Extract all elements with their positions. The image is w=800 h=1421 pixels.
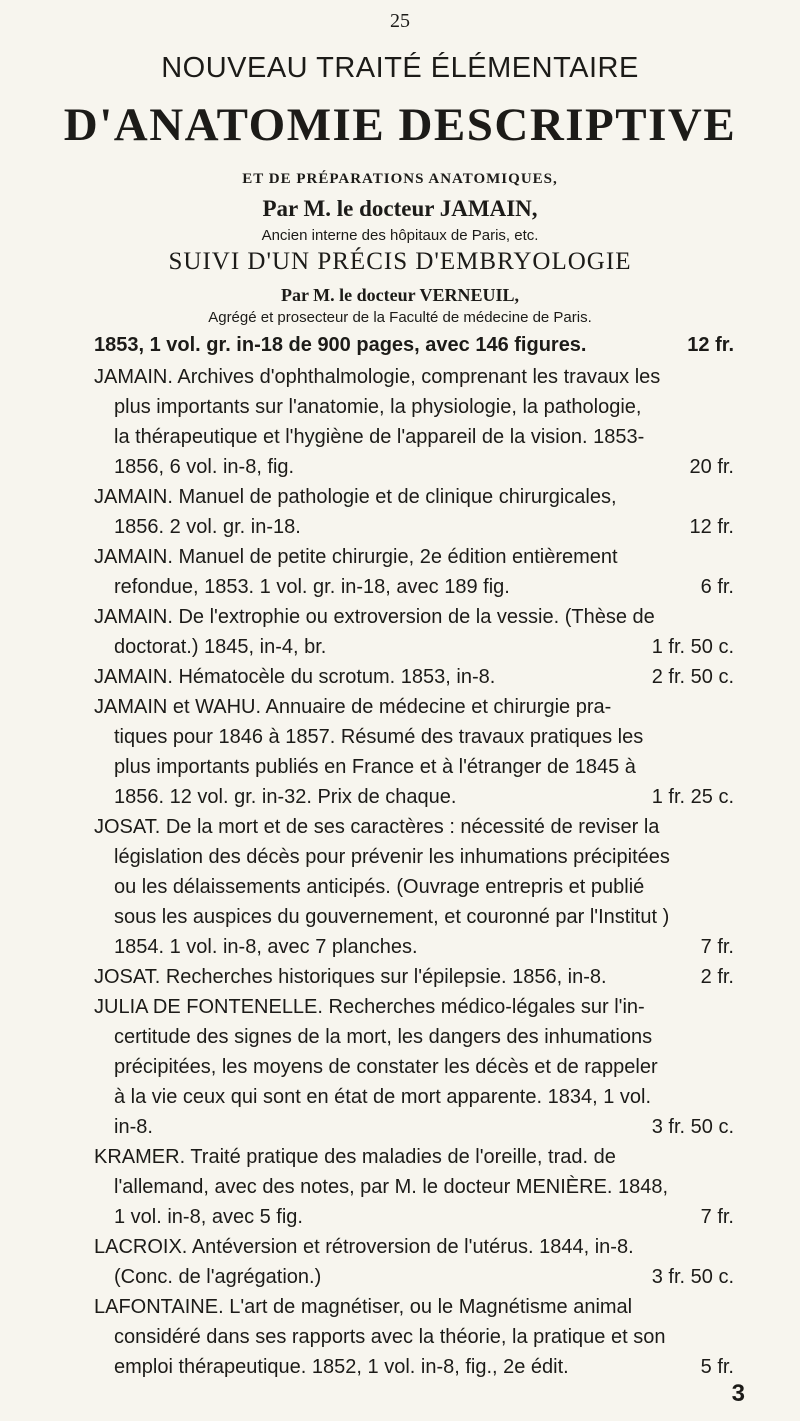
entry-line: législation des décès pour prévenir les inhumations précipitées: [114, 846, 670, 868]
main-book-text: 1853, 1 vol. gr. in-18 de 900 pages, avec 146 figures.: [94, 334, 587, 356]
entry-line: KRAMER. Traité pratique des maladies de l'oreille, trad. de: [94, 1146, 616, 1168]
entry-last-line: doctorat.) 1845, in-4, br.: [114, 636, 327, 658]
catalog-entry: [94, 992, 734, 1142]
entry-price: 1 fr. 25 c.: [651, 786, 734, 808]
entry-line: JAMAIN. Archives d'ophthalmologie, comprenant les travaux les: [94, 366, 661, 388]
entry-last-line: JOSAT. Recherches historiques sur l'épilepsie. 1856, in-8.: [94, 966, 607, 988]
entry-price: 7 fr.: [700, 936, 734, 958]
entry-last-line: refondue, 1853. 1 vol. gr. in-18, avec 189 fig.: [114, 576, 510, 598]
entry-price-line: [94, 1352, 734, 1382]
catalog-entry: [94, 602, 734, 662]
entry-price: 20 fr.: [689, 456, 734, 478]
entry-last-line: 1854. 1 vol. in-8, avec 7 planches.: [114, 936, 418, 958]
entry-price: 1 fr. 50 c.: [651, 636, 734, 658]
catalog-entries: [94, 362, 734, 1382]
co-author-line: Par M. le docteur VERNEUIL,: [281, 285, 519, 305]
signature-mark: 3: [731, 1380, 745, 1407]
page-number: 25: [390, 10, 410, 32]
entry-last-line: emploi thérapeutique. 1852, 1 vol. in-8, fig., 2e édit.: [114, 1356, 569, 1378]
main-book-price: 12 fr.: [687, 334, 734, 356]
entry-price: 5 fr.: [700, 1356, 734, 1378]
entry-last-line: 1 vol. in-8, avec 5 fig.: [114, 1206, 303, 1228]
entry-last-line: JAMAIN. Hématocèle du scrotum. 1853, in-8.: [94, 666, 496, 688]
catalog-entry: [94, 962, 734, 992]
catalog-entry: [94, 482, 734, 542]
entry-price-line: [94, 962, 734, 992]
entry-price: 12 fr.: [689, 516, 734, 538]
entry-last-line: 1856. 2 vol. gr. in-18.: [114, 516, 301, 538]
author-credentials: Ancien interne des hôpitaux de Paris, etc.: [261, 227, 539, 244]
main-book-details: [94, 330, 734, 360]
entry-line: plus importants publiés en France et à l'étranger de 1845 à: [114, 756, 636, 778]
entry-last-line: 1856. 12 vol. gr. in-32. Prix de chaque.: [114, 786, 457, 808]
entry-line: LAFONTAINE. L'art de magnétiser, ou le Magnétisme animal: [94, 1296, 633, 1318]
entry-line: certitude des signes de la mort, les dangers des inhumations: [114, 1026, 653, 1048]
catalog-entry: [94, 1232, 734, 1292]
entry-line: plus importants sur l'anatomie, la physiologie, la pathologie,: [114, 396, 642, 418]
catalog-entry: [94, 1292, 734, 1382]
entry-line: sous les auspices du gouvernement, et couronné par l'Institut ): [114, 906, 670, 928]
entry-line: tiques pour 1846 à 1857. Résumé des travaux pratiques les: [114, 726, 644, 748]
title-line-1: NOUVEAU TRAITÉ ÉLÉMENTAIRE: [161, 52, 639, 84]
entry-last-line: (Conc. de l'agrégation.): [114, 1266, 322, 1288]
catalog-entry: [94, 1142, 734, 1232]
entry-line: à la vie ceux qui sont en état de mort apparente. 1834, 1 vol.: [114, 1086, 652, 1108]
catalog-entry: [94, 362, 734, 482]
entry-line: considéré dans ses rapports avec la théorie, la pratique et son: [114, 1326, 666, 1348]
catalog-entry: [94, 692, 734, 812]
title-line-2: D'ANATOMIE DESCRIPTIVE: [63, 99, 737, 151]
entry-price: 3 fr. 50 c.: [651, 1266, 734, 1288]
entry-price-line: [94, 1262, 734, 1292]
entry-price: 6 fr.: [700, 576, 734, 598]
entry-price-line: [94, 1202, 734, 1232]
entry-price: 2 fr.: [700, 966, 734, 988]
entry-line: ou les délaissements anticipés. (Ouvrage entrepris et publié: [114, 876, 645, 898]
entry-line: l'allemand, avec des notes, par M. le docteur MENIÈRE. 1848,: [114, 1176, 669, 1198]
entry-price: 2 fr. 50 c.: [651, 666, 734, 688]
co-author-credentials: Agrégé et prosecteur de la Faculté de médecine de Paris.: [208, 309, 592, 326]
entry-line: précipitées, les moyens de constater les décès et de rappeler: [114, 1056, 658, 1078]
entry-price-line: [94, 572, 734, 602]
entry-line: JOSAT. De la mort et de ses caractères : nécessité de reviser la: [94, 816, 660, 838]
subtitle: ET DE PRÉPARATIONS ANATOMIQUES,: [242, 171, 558, 187]
entry-line: JAMAIN. De l'extrophie ou extroversion de la vessie. (Thèse de: [94, 606, 655, 628]
entry-price-line: [94, 632, 734, 662]
entry-line: LACROIX. Antéversion et rétroversion de l'utérus. 1844, in-8.: [94, 1236, 634, 1258]
entry-price-line: [94, 662, 734, 692]
entry-price-line: [94, 782, 734, 812]
entry-line: JAMAIN. Manuel de petite chirurgie, 2e édition entièrement: [94, 546, 618, 568]
catalog-entry: [94, 812, 734, 962]
entry-line: la thérapeutique et l'hygiène de l'appareil de la vision. 1853-: [114, 426, 645, 448]
entry-last-line: 1856, 6 vol. in-8, fig.: [114, 456, 295, 478]
entry-price-line: [94, 932, 734, 962]
entry-line: JAMAIN et WAHU. Annuaire de médecine et chirurgie pra-: [94, 696, 612, 718]
entry-price-line: [94, 452, 734, 482]
entry-line: JULIA DE FONTENELLE. Recherches médico-légales sur l'in-: [94, 996, 645, 1018]
author-line: Par M. le docteur JAMAIN,: [262, 196, 538, 221]
catalog-entry: [94, 542, 734, 602]
entry-line: JAMAIN. Manuel de pathologie et de clinique chirurgicales,: [94, 486, 617, 508]
entry-price-line: [94, 1112, 734, 1142]
entry-price: 7 fr.: [700, 1206, 734, 1228]
entry-last-line: in-8.: [114, 1116, 153, 1138]
entry-price: 3 fr. 50 c.: [651, 1116, 734, 1138]
catalog-entry: [94, 662, 734, 692]
supplement-title: SUIVI D'UN PRÉCIS D'EMBRYOLOGIE: [168, 248, 632, 275]
entry-price-line: [94, 512, 734, 542]
